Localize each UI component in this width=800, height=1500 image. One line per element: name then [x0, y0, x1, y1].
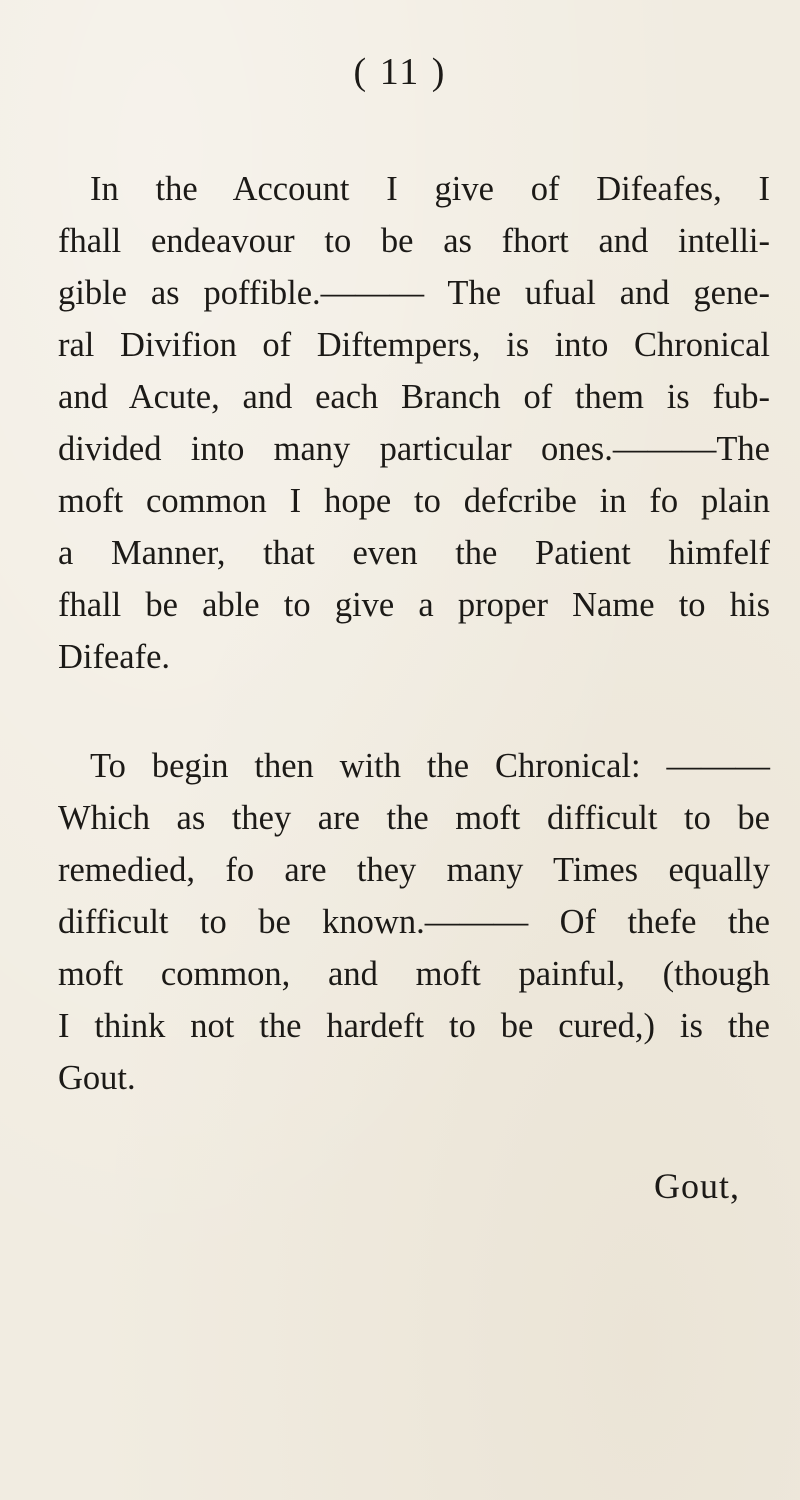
paragraph-line: Gout. — [58, 1059, 136, 1097]
paragraph-line: divided into many particular ones.———The — [58, 430, 770, 468]
paragraph-line: a Manner, that even the Patient himfelf — [58, 534, 770, 572]
paragraph-line: To begin then with the Chronical: ——— — [90, 747, 770, 785]
paragraph-2 — [58, 740, 770, 1104]
paragraph-line: gible as poffible.——— The ufual and gene- — [58, 274, 770, 312]
paragraph-line: moft common, and moft painful, (though — [58, 955, 770, 993]
page-number: ( 11 ) — [353, 51, 447, 93]
paragraph-line: fhall endeavour to be as fhort and intelli- — [58, 222, 770, 260]
paragraph-line: I think not the hardeft to be cured,) is the — [58, 1007, 770, 1045]
paragraph-line: remedied, fo are they many Times equally — [58, 851, 770, 889]
paragraph-line: Which as they are the moft difficult to be — [58, 799, 770, 837]
paragraph-line: fhall be able to give a proper Name to his — [58, 586, 770, 624]
paragraph-line: and Acute, and each Branch of them is fub- — [58, 378, 770, 416]
paragraph-line: ral Divifion of Diftempers, is into Chronical — [58, 326, 770, 364]
paragraph-line: moft common I hope to defcribe in fo plain — [58, 482, 770, 520]
paragraph-line: difficult to be known.——— Of thefe the — [58, 903, 770, 941]
paragraph-line: In the Account I give of Difeafes, I — [90, 170, 770, 208]
paragraph-line: Difeafe. — [58, 638, 171, 676]
catchword: Gout, — [654, 1166, 740, 1206]
paragraph-1 — [58, 163, 770, 683]
